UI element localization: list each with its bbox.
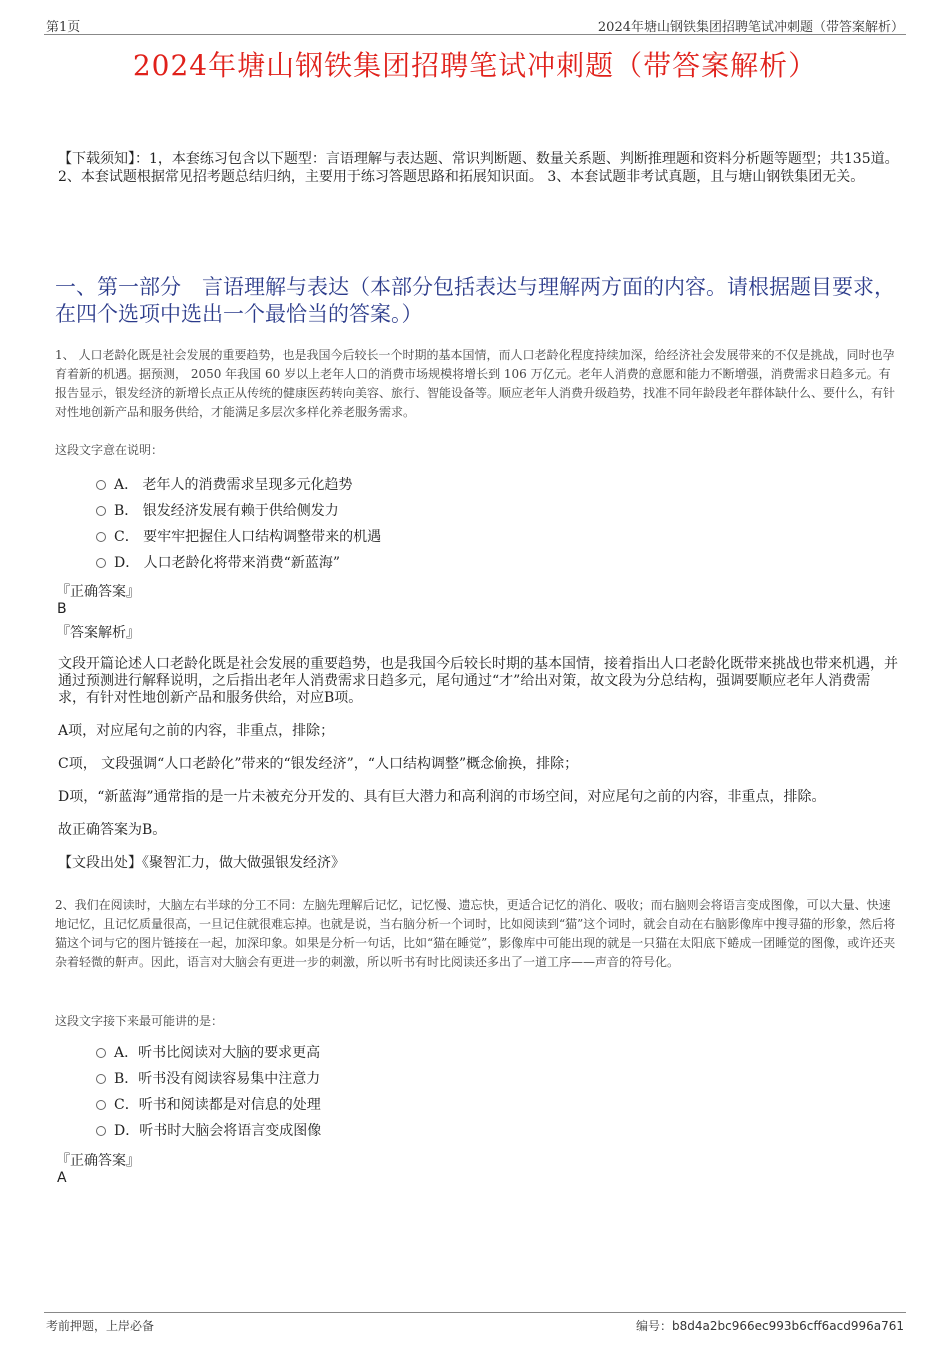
question-2-answer: A [57,1170,67,1186]
option-label: A．听书比阅读对大脑的要求更高 [114,1045,321,1061]
header-doc-title: 2024年塘山钢铁集团招聘笔试冲刺题（带答案解析） [597,20,904,35]
option-d[interactable] [96,1118,321,1144]
radio-icon[interactable] [96,1048,106,1058]
radio-icon[interactable] [96,506,106,516]
download-notice: 【下载须知】：1，本套练习包含以下题型：言语理解与表达题、常识判断题、数量关系题、判断推理题和资料分析题等题型；共135道。 2、本套试题根据常见招考题总结归纳，主要用于练习答题思路和拓展知识面。 3、本套试题非考试真题，且与塘山钢铁集团无关。 [58,151,899,185]
option-label: B． 银发经济发展有赖于供给侧发力 [114,503,339,519]
question-2-answer-label: 『正确答案』 [56,1153,140,1169]
option-label: D．听书时大脑会将语言变成图像 [114,1123,322,1139]
option-a[interactable] [96,472,381,498]
radio-icon[interactable] [96,1074,106,1084]
footer-code [636,1317,904,1334]
code-value: b8d4a2bc966ec993b6cff6acd996a761 [672,1319,904,1333]
radio-icon[interactable] [96,1126,106,1136]
option-label: C． 要牢牢把握住人口结构调整带来的机遇 [114,529,382,545]
option-label: B．听书没有阅读容易集中注意力 [114,1071,321,1087]
analysis-paragraph: 文段开篇论述人口老龄化既是社会发展的重要趋势，也是我国今后较长时期的基本国情，接着指出人口老龄化既带来挑战也带来机遇，并通过预测进行解释说明，之后指出老年人消费需求日趋多元，尾句通过“才”给出对策，故文段为分总结构，强调要顺应老年人消费需求，有针对性地创新产品和服务供给，对应B项。 [58,656,898,706]
option-label: D． 人口老龄化将带来消费“新蓝海” [114,555,340,571]
document-title: 2024年塘山钢铁集团招聘笔试冲刺题（带答案解析） [132,49,818,82]
question-1-answer: B [57,601,67,617]
question-1-answer-label: 『正确答案』 [56,584,140,600]
option-label: A． 老年人的消费需求呈现多元化趋势 [114,477,353,493]
question-1-analysis [58,656,898,888]
analysis-source: 【文段出处】《聚智汇力，做大做强银发经济》 [58,855,345,871]
radio-icon[interactable] [96,532,106,542]
option-c[interactable] [96,1092,321,1118]
question-1-options [96,472,381,576]
question-1-text: 1、 人口老龄化既是社会发展的重要趋势，也是我国今后较长一个时期的基本国情，而人口老龄化程度持续加深，给经济社会发展带来的不仅是挑战，同时也孕育着新的机遇。据预测， 2050 年我国 60 岁以上老年人口的消费市场规模将增长到 106 万亿元。老年人消费的意愿和能力不断增强，消费需求日趋多元。有报告显示，银发经济的新增长点正从传统的健康医药转向美容、旅行、智能设备等。顺应老年人消费升级趋势，找准不同年龄段老年群体缺什么、要什么，有针对性地创新产品和服务供给，才能满足多层次多样化养老服务需求。 [55,348,896,419]
radio-icon[interactable] [96,1100,106,1110]
option-a[interactable] [96,1040,321,1066]
radio-icon[interactable] [96,480,106,490]
question-1-prompt: 这段文字意在说明： [55,443,164,457]
option-label: C．听书和阅读都是对信息的处理 [114,1097,321,1113]
option-b[interactable] [96,1066,321,1092]
question-2-text: 2、我们在阅读时，大脑左右半球的分工不同：左脑先理解后记忆，记忆慢、遗忘快，更适合记忆的消化、吸收；而右脑则会将语言变成图像，可以大量、快速地记忆，且记忆质量很高，一旦记住就很难忘掉。也就是说，当右脑分析一个词时，比如阅读到“猫”这个词时，就会自动在右脑影像库中搜寻猫的形象，然后将猫这个词与它的图片链接在一起，加深印象。如果是分析一句话，比如“猫在睡觉”，影像库中可能出现的就是一只猫在太阳底下蜷成一团睡觉的图像，或许还夹杂着轻微的鼾声。因此，语言对大脑会有更进一步的刺激，所以听书有时比阅读还多出了一道工序——声音的符号化。 [55,898,896,969]
analysis-paragraph: 故正确答案为B。 [58,822,167,838]
option-b[interactable] [96,498,381,524]
analysis-paragraph: D项，“新蓝海”通常指的是一片未被充分开发的、具有巨大潜力和高利润的市场空间，对应尾句之前的内容，非重点，排除。 [58,789,826,805]
radio-icon[interactable] [96,558,106,568]
option-d[interactable] [96,550,381,576]
footer-slogan: 考前押题，上岸必备 [46,1319,155,1333]
question-2-options [96,1040,321,1144]
section-heading: 一、第一部分 言语理解与表达（本部分包括表达与理解两方面的内容。请根据题目要求，在四个选项中选出一个最恰当的答案。） [55,275,895,326]
page-header [44,14,906,35]
page-number: 第1页 [46,20,81,35]
analysis-paragraph: C项， 文段强调“人口老龄化”带来的“银发经济”，“人口结构调整”概念偷换，排除； [58,756,579,772]
question-1-analysis-label: 『答案解析』 [56,625,140,641]
code-label: 编号： [636,1319,673,1333]
question-2-prompt: 这段文字接下来最可能讲的是： [55,1014,224,1028]
page-footer [44,1312,906,1335]
analysis-paragraph: A项，对应尾句之前的内容，非重点，排除； [58,723,335,739]
option-c[interactable] [96,524,381,550]
